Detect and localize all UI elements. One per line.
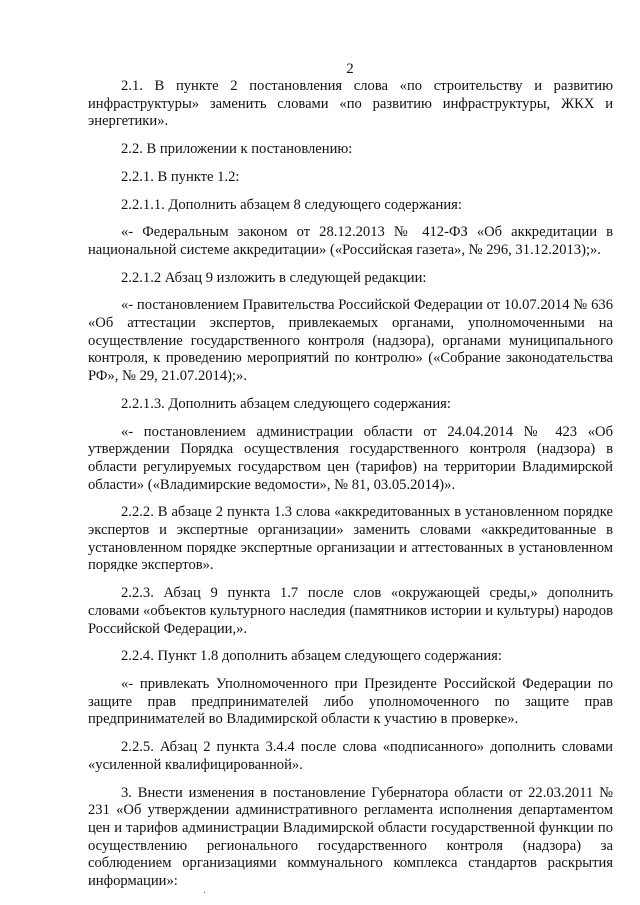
paragraph-quote-government-decree: «- постановлением Правительства Российской Федерации от 10.07.2014 № 636 «Об аттестации экспертов, привлекаемых органами, уполномоченными на осуществление государственного контроля (надзора), органами муниципального контроля, к проведению мероприятий по контролю» («Собрание законодательства РФ», № 29, 21.07.2014);». [88,297,613,385]
paragraph-2-1: 2.1. В пункте 2 постановления слова «по строительству и развитию инфраструктуры» заменить словами «по развитию инфраструктуры, ЖКХ и энергетики». [88,78,613,130]
paragraph-2-2: 2.2. В приложении к постановлению: [121,141,353,158]
paragraph-2-2-2: 2.2.2. В абзаце 2 пункта 1.3 слова «аккредитованных в установленном порядке экспертов и экспертные организации» заменить словами «аккредитованные в установленном порядке экспертные организации и аттестованных в установленном порядке экспертов». [88,504,613,574]
paragraph-2-2-1-1: 2.2.1.1. Дополнить абзацем 8 следующего содержания: [121,196,462,213]
document-body [88,78,613,891]
paragraph-2-2-1: 2.2.1. В пункте 1.2: [121,168,240,185]
paragraph-quote-federal-law: «- Федеральным законом от 28.12.2013 № 412-ФЗ «Об аккредитации в национальной системе аккредитации» («Российская газета», № 296, 31.12.2013);». [88,224,613,258]
paragraph-quote-regional-decree: «- постановлением администрации области от 24.04.2014 № 423 «Об утверждении Порядка осуществления государственного контроля (надзора) в области регулируемых государством цен (тарифов) на территории Владимирской области» («Владимирские ведомости», № 81, 03.05.2014)». [88,423,613,493]
paragraph-3: 3. Внести изменения в постановление Губернатора области от 22.03.2011 № 231 «Об утверждении административного регламента исполнения департаментом цен и тарифов администрации Владимирской области государственной функции по осуществлению регионального государственного контроля (надзора) за соблюдением организациями коммунального комплекса стандартов раскрытия информации»: [88,784,613,890]
paragraph-2-2-1-3: 2.2.1.3. Дополнить абзацем следующего содержания: [121,395,451,412]
paragraph-2-2-4: 2.2.4. Пункт 1.8 дополнить абзацем следующего содержания: [121,648,502,665]
page-number: 2 [346,61,354,77]
paragraph-2-2-1-2: 2.2.1.2 Абзац 9 изложить в следующей редакции: [121,269,427,286]
paragraph-2-2-3: 2.2.3. Абзац 9 пункта 1.7 после слов «окружающей среды,» дополнить словами «объектов культурного наследия (памятников истории и культуры) народов Российской Федерации,». [88,585,613,637]
scan-mark: · [203,888,207,899]
paragraph-quote-ombudsman: «- привлекать Уполномоченного при Президенте Российской Федерации по защите прав предпринимателей либо уполномоченного по защите прав предпринимателей во Владимирской области к участию в проверке». [88,675,613,728]
paragraph-2-2-5: 2.2.5. Абзац 2 пункта 3.4.4 после слова «подписанного» дополнить словами «усиленной квалифицированной». [88,739,613,773]
